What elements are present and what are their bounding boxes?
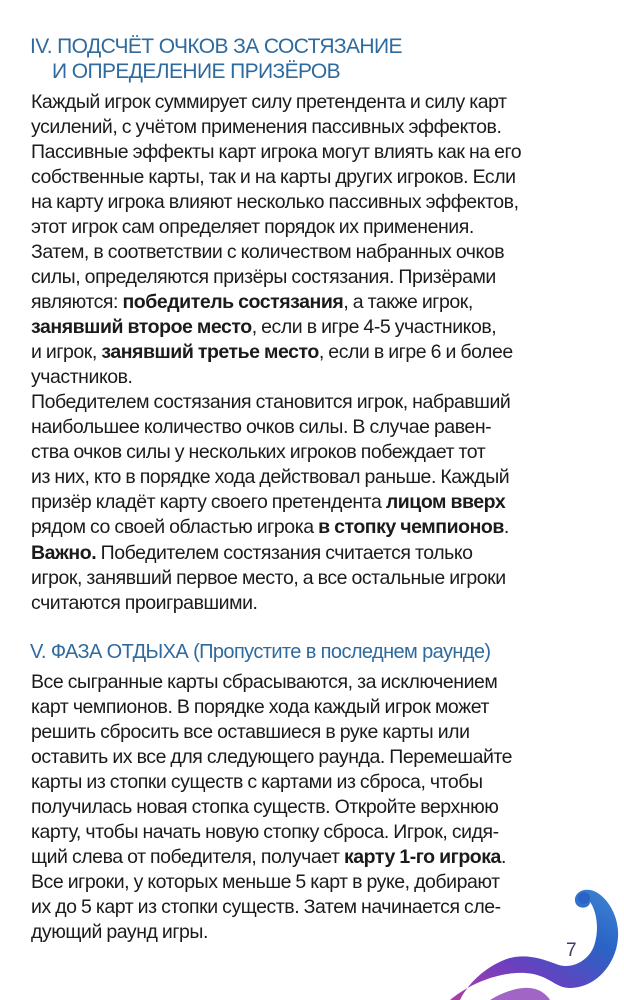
text-span: призёр кладёт карту своего претендента xyxy=(31,491,386,513)
bold-term-third-place: занявший третье место xyxy=(101,341,319,363)
text-line: получилась новая стопка существ. Откройте верхнюю xyxy=(31,796,499,818)
text-line: считаются проигравшими. xyxy=(31,592,258,614)
text-line: Затем, в соответствии с количеством набранных очков xyxy=(31,241,505,263)
text-line xyxy=(31,315,601,340)
text-span: и игрок, xyxy=(31,341,102,363)
text-line: усилений, с учётом применения пассивных эффектов. xyxy=(31,116,502,138)
text-line: этот игрок сам определяет порядок их применения. xyxy=(31,216,474,238)
text-line: их до 5 карт из стопки существ. Затем начинается сле- xyxy=(31,896,501,918)
text-line: Каждый игрок суммирует силу претендента и силу карт xyxy=(31,91,507,113)
text-line: дующий раунд игры. xyxy=(31,921,208,943)
text-line: карт чемпионов. В порядке хода каждый игрок может xyxy=(31,696,489,718)
bold-term-first-player-card: карту 1-го игрока xyxy=(343,846,501,868)
text-line: оставить их все для следующего раунда. Перемешайте xyxy=(31,746,513,768)
text-line xyxy=(31,490,601,515)
bold-term-winner: победитель состязания xyxy=(122,291,344,313)
wave-swirl-icon xyxy=(430,880,624,1000)
important-label: Важно. xyxy=(31,542,97,564)
text-line xyxy=(31,541,601,566)
text-span: , если в игре 4-5 участников, xyxy=(251,316,497,338)
text-line: карту, чтобы начать новую стопку сброса. Игрок, сидя- xyxy=(31,821,499,843)
section-iv-heading xyxy=(30,34,402,84)
text-line xyxy=(31,290,601,315)
section-v-heading: V. ФАЗА ОТДЫХА (Пропустите в последнем раунде) xyxy=(30,641,491,663)
text-span: . xyxy=(503,516,509,538)
text-line: ства очков силы у нескольких игроков побеждает тот xyxy=(31,441,486,463)
scoring-paragraph xyxy=(31,90,601,240)
text-line: карты из стопки существ с картами из сброса, чтобы xyxy=(31,771,483,793)
text-span: , а также игрок, xyxy=(343,291,473,313)
text-line xyxy=(31,845,601,870)
section-iv-heading-line2: И ОПРЕДЕЛЕНИЕ ПРИЗЁРОВ xyxy=(52,60,341,83)
bold-term-champions-pile: в стопку чемпионов xyxy=(318,516,504,538)
text-line: силы, определяются призёры состязания. Призёрами xyxy=(31,266,496,288)
bold-term-second-place: занявший второе место xyxy=(31,316,252,338)
text-line: Все сыгранные карты сбрасываются, за исключением xyxy=(31,671,498,693)
text-line: из них, кто в порядке хода действовал раньше. Каждый xyxy=(31,466,510,488)
important-note xyxy=(31,541,601,616)
text-line: игрок, занявший первое место, а все остальные игроки xyxy=(31,567,506,589)
text-span: являются: xyxy=(31,291,123,313)
text-line: Все игроки, у которых меньше 5 карт в руке, добирают xyxy=(31,871,500,893)
text-line: собственные карты, так и на карты других игроков. Если xyxy=(31,166,516,188)
text-line: наибольшее количество очков силы. В случае равен- xyxy=(31,416,492,438)
text-span: щий слева от победителя, получает xyxy=(31,846,344,868)
text-line: Победителем состязания становится игрок, набравший xyxy=(31,391,511,413)
text-span: . xyxy=(500,846,506,868)
bold-term-face-up: лицом вверх xyxy=(385,491,506,513)
text-span: Победителем состязания считается только xyxy=(96,542,473,564)
prize-winners-paragraph xyxy=(31,240,601,390)
text-line xyxy=(31,515,601,540)
text-line: решить сбросить все оставшиеся в руке карты или xyxy=(31,721,470,743)
text-line: участников. xyxy=(31,366,133,388)
page-number: 7 xyxy=(566,940,577,961)
text-line xyxy=(31,340,601,365)
winner-paragraph xyxy=(31,390,601,540)
text-span: рядом со своей областью игрока xyxy=(31,516,319,538)
text-line: на карту игрока влияют несколько пассивных эффектов, xyxy=(31,191,519,213)
text-span: , если в игре 6 и более xyxy=(318,341,513,363)
text-line: Пассивные эффекты карт игрока могут влиять как на его xyxy=(31,141,522,163)
section-iv-heading-line1: IV. ПОДСЧЁТ ОЧКОВ ЗА СОСТЯЗАНИЕ xyxy=(30,35,402,58)
